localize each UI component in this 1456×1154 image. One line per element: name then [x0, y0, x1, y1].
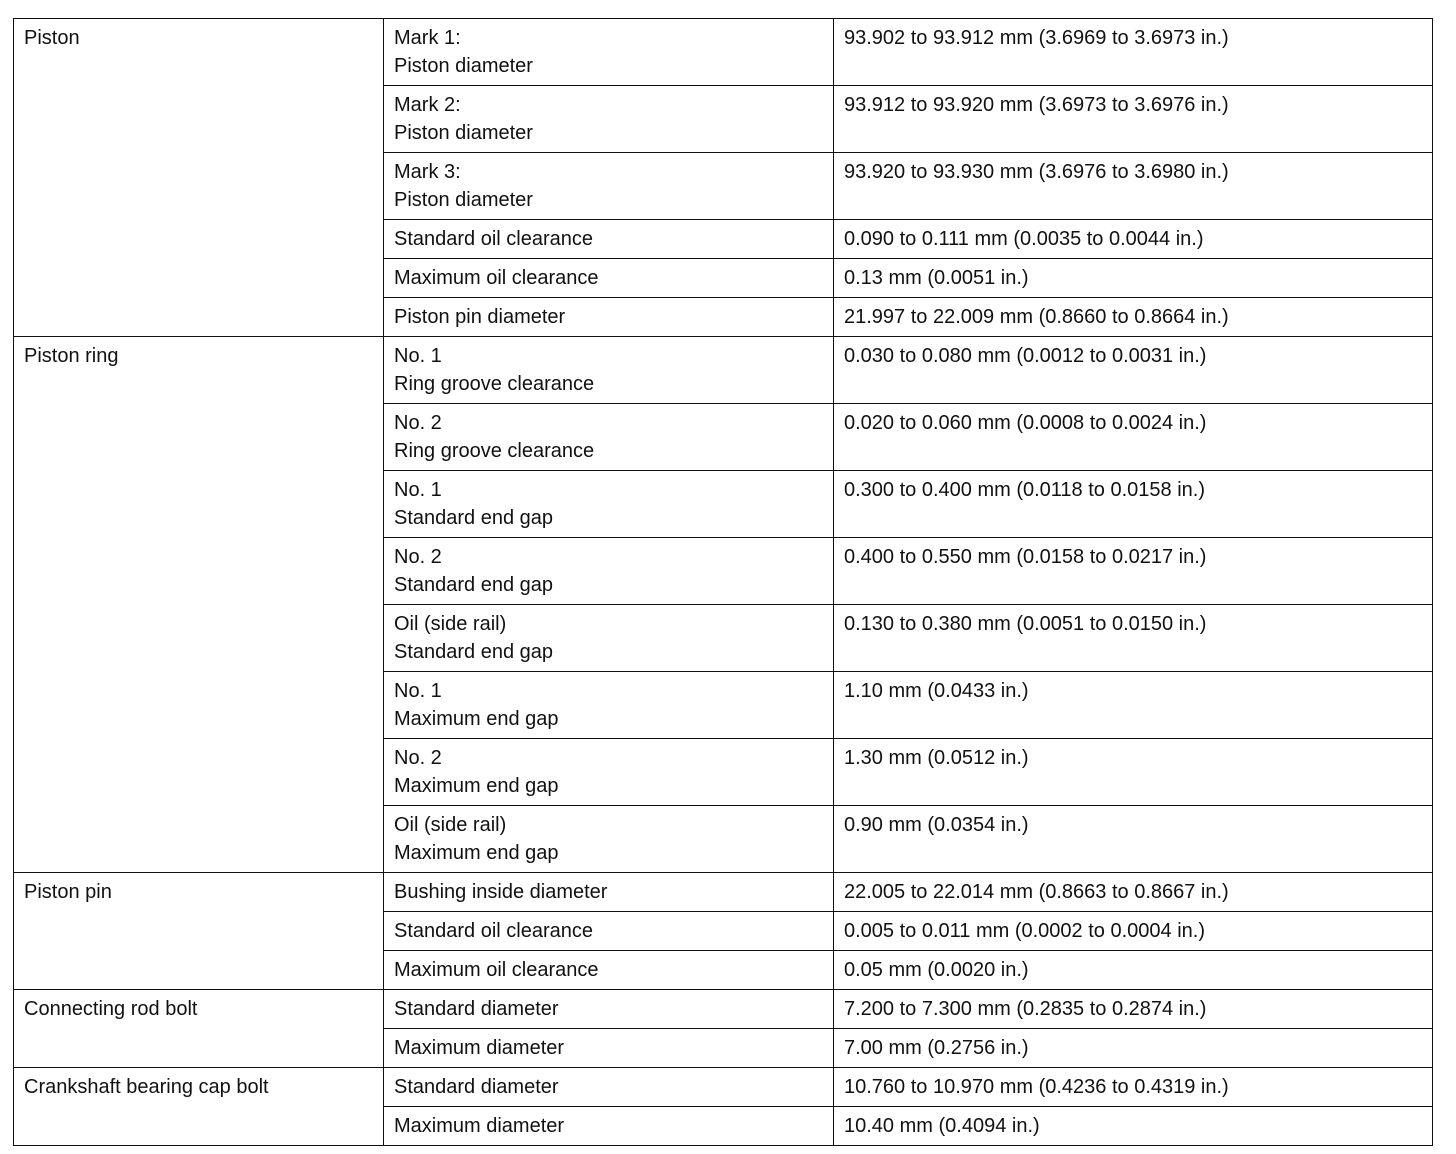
component-cell: Piston	[14, 19, 384, 337]
component-cell: Piston ring	[14, 337, 384, 873]
value-cell: 0.005 to 0.011 mm (0.0002 to 0.0004 in.)	[834, 912, 1433, 951]
item-cell	[384, 873, 834, 912]
item-line: Standard end gap	[394, 574, 554, 596]
value-cell: 10.760 to 10.970 mm (0.4236 to 0.4319 in.)	[834, 1068, 1433, 1107]
item-cell	[384, 153, 834, 220]
item-cell	[384, 471, 834, 538]
value-cell: 0.90 mm (0.0354 in.)	[834, 806, 1433, 873]
item-line: No. 2	[394, 412, 442, 434]
value-cell: 0.090 to 0.111 mm (0.0035 to 0.0044 in.)	[834, 220, 1433, 259]
item-line: Piston diameter	[394, 122, 533, 144]
value-cell: 1.10 mm (0.0433 in.)	[834, 672, 1433, 739]
item-cell	[384, 298, 834, 337]
item-line: Standard end gap	[394, 641, 554, 663]
item-line: No. 1	[394, 479, 442, 501]
value-cell: 0.400 to 0.550 mm (0.0158 to 0.0217 in.)	[834, 538, 1433, 605]
item-cell	[384, 912, 834, 951]
value-cell: 0.020 to 0.060 mm (0.0008 to 0.0024 in.)	[834, 404, 1433, 471]
item-line: Maximum oil clearance	[394, 959, 599, 981]
specification-table-body	[14, 19, 1433, 1146]
item-line: Standard oil clearance	[394, 228, 594, 250]
value-cell: 7.00 mm (0.2756 in.)	[834, 1029, 1433, 1068]
item-cell	[384, 404, 834, 471]
component-cell: Crankshaft bearing cap bolt	[14, 1068, 384, 1146]
value-cell: 0.130 to 0.380 mm (0.0051 to 0.0150 in.)	[834, 605, 1433, 672]
item-line: No. 1	[394, 345, 442, 367]
value-cell: 10.40 mm (0.4094 in.)	[834, 1107, 1433, 1146]
value-cell: 22.005 to 22.014 mm (0.8663 to 0.8667 in.)	[834, 873, 1433, 912]
item-cell	[384, 86, 834, 153]
item-cell	[384, 337, 834, 404]
item-cell	[384, 951, 834, 990]
item-line: Ring groove clearance	[394, 373, 595, 395]
value-cell: 0.300 to 0.400 mm (0.0118 to 0.0158 in.)	[834, 471, 1433, 538]
item-line: Maximum diameter	[394, 1037, 565, 1059]
item-line: Standard end gap	[394, 507, 554, 529]
item-cell	[384, 538, 834, 605]
item-cell	[384, 605, 834, 672]
table-row	[14, 337, 1433, 404]
item-line: No. 2	[394, 747, 442, 769]
item-line: Bushing inside diameter	[394, 881, 608, 903]
value-cell: 0.13 mm (0.0051 in.)	[834, 259, 1433, 298]
item-line: Ring groove clearance	[394, 440, 595, 462]
item-line: Mark 1:	[394, 27, 461, 49]
item-line: Standard diameter	[394, 1076, 559, 1098]
item-line: Oil (side rail)	[394, 814, 507, 836]
value-cell: 93.912 to 93.920 mm (3.6973 to 3.6976 in.)	[834, 86, 1433, 153]
item-cell	[384, 739, 834, 806]
item-line: Mark 3:	[394, 161, 461, 183]
item-cell	[384, 1107, 834, 1146]
table-row	[14, 873, 1433, 912]
item-cell	[384, 990, 834, 1029]
table-row	[14, 19, 1433, 86]
item-line: Maximum end gap	[394, 775, 559, 797]
item-line: Piston diameter	[394, 189, 533, 211]
item-line: Standard diameter	[394, 998, 559, 1020]
value-cell: 1.30 mm (0.0512 in.)	[834, 739, 1433, 806]
value-cell: 93.920 to 93.930 mm (3.6976 to 3.6980 in.)	[834, 153, 1433, 220]
item-line: Piston pin diameter	[394, 306, 566, 328]
item-cell	[384, 220, 834, 259]
item-line: Oil (side rail)	[394, 613, 507, 635]
item-cell	[384, 1029, 834, 1068]
table-row	[14, 1068, 1433, 1107]
item-cell	[384, 19, 834, 86]
value-cell: 0.05 mm (0.0020 in.)	[834, 951, 1433, 990]
component-cell: Piston pin	[14, 873, 384, 990]
specification-table	[13, 18, 1433, 1146]
value-cell: 0.030 to 0.080 mm (0.0012 to 0.0031 in.)	[834, 337, 1433, 404]
component-cell: Connecting rod bolt	[14, 990, 384, 1068]
item-cell	[384, 672, 834, 739]
item-cell	[384, 259, 834, 298]
item-line: Piston diameter	[394, 55, 533, 77]
value-cell: 93.902 to 93.912 mm (3.6969 to 3.6973 in.)	[834, 19, 1433, 86]
item-line: Mark 2:	[394, 94, 461, 116]
value-cell: 7.200 to 7.300 mm (0.2835 to 0.2874 in.)	[834, 990, 1433, 1029]
item-line: Maximum end gap	[394, 708, 559, 730]
table-row	[14, 990, 1433, 1029]
item-cell	[384, 806, 834, 873]
item-line: Maximum diameter	[394, 1115, 565, 1137]
item-cell	[384, 1068, 834, 1107]
item-line: No. 1	[394, 680, 442, 702]
item-line: Maximum oil clearance	[394, 267, 599, 289]
item-line: Standard oil clearance	[394, 920, 594, 942]
item-line: No. 2	[394, 546, 442, 568]
value-cell: 21.997 to 22.009 mm (0.8660 to 0.8664 in.)	[834, 298, 1433, 337]
item-line: Maximum end gap	[394, 842, 559, 864]
